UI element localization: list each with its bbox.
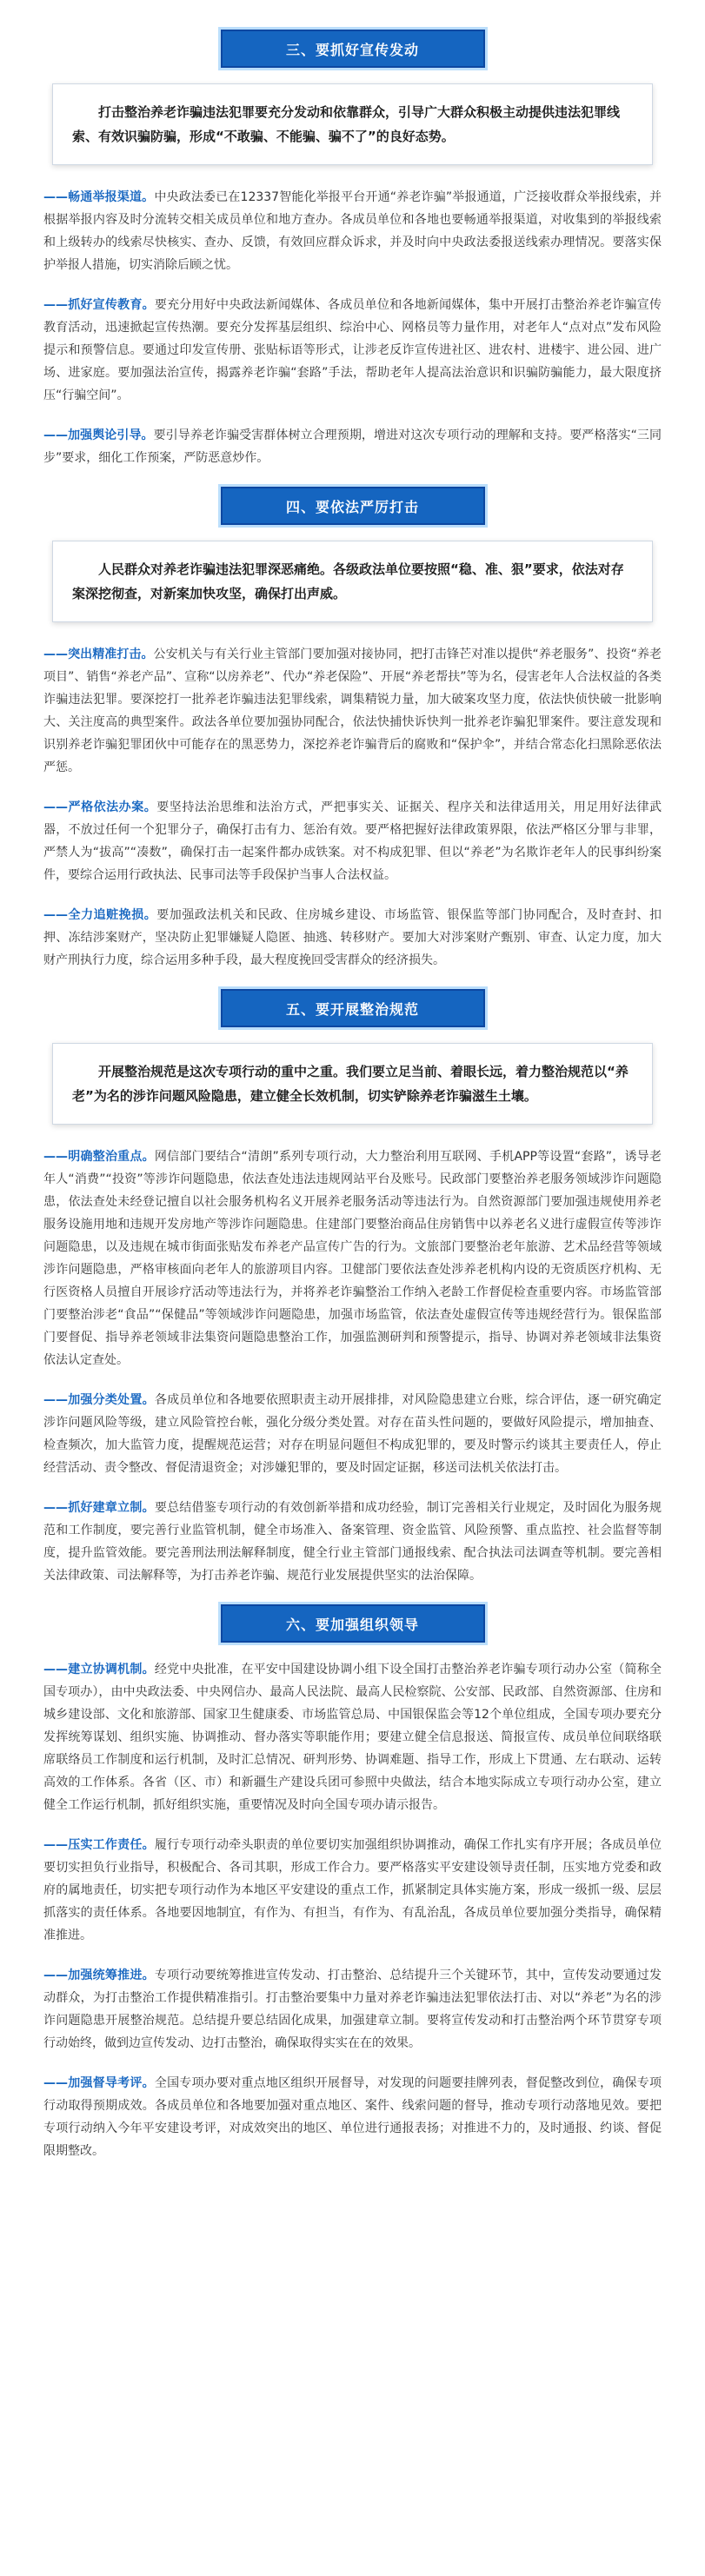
item-title: 加强舆论引导。 xyxy=(68,428,154,442)
item-dash: —— xyxy=(43,2076,68,2090)
section-item xyxy=(43,1834,662,1947)
section-item xyxy=(43,643,662,779)
item-dash: —— xyxy=(43,428,68,442)
item-title: 压实工作责任。 xyxy=(68,1838,155,1852)
item-dash: —— xyxy=(43,1150,68,1164)
section-item xyxy=(43,424,662,469)
item-text: 中央政法委已在12337智能化举报平台开通“养老诈骗”举报通道，广泛接收群众举报线索，并根据举报内容及时分流转交相关成员单位和地方查办。各成员单位和各地也要畅通举报渠道，对收集到的举报线索和上级转办的线索尽快核实、查办、反馈，有效回应群众诉求，并及时向中央政法委报送线索办理情况。要落实保护举报人措施，切实消除后顾之忧。 xyxy=(43,190,662,272)
item-text: 要引导养老诈骗受害群体树立合理预期，增进对这次专项行动的理解和支持。要严格落实“三同步”要求，细化工作预案，严防恶意炒作。 xyxy=(43,428,662,465)
item-text: 网信部门要结合“清朗”系列专项行动，大力整治利用互联网、手机APP等设置“套路”，诱导老年人“消费”“投资”等涉诈问题隐患，依法查处违法违规网站平台及账号。民政部门要整治养老服务领域涉诈问题隐患，依法查处未经登记擅自以社会服务机构名义开展养老服务活动等违法行为。自然资源部门要加强违规使用养老服务设施用地和违规开发房地产等涉诈问题隐患。住建部门要整治商品住房销售中以养老名义进行虚假宣传等涉诈问题隐患，以及违规在城市街面张贴发布养老产品宣传广告的行为。文旅部门要整治老年旅游、艺术品经营等领域涉诈问题隐患，严格审核面向老年人的旅游项目内容。卫健部门要依法查处涉养老机构内设的无资质医疗机构、无行医资格人员擅自开展诊疗活动等违法行为，并将养老诈骗整治工作纳入老龄工作督促检查重要内容。市场监管部门要整治涉老“食品”“保健品”等领域涉诈问题隐患，加强市场监管，依法查处虚假宣传等违规经营行为。银保监部门要督促、指导养老领域非法集资问题隐患整治工作，加强监测研判和预警提示，指导、协调对养老领域非法集资依法认定查处。 xyxy=(43,1150,662,1367)
section-item xyxy=(43,1389,662,1479)
item-dash: —— xyxy=(43,800,68,814)
item-title: 畅通举报渠道。 xyxy=(68,190,155,204)
item-title: 严格依法办案。 xyxy=(68,800,157,814)
item-text: 履行专项行动牵头职责的单位要切实加强组织协调推动，确保工作扎实有序开展；各成员单位要切实担负行业指导，积极配合、各司其职，形成工作合力。要严格落实平安建设领导责任制，压实地方党委和政府的属地责任，切实把专项行动作为本地区平安建设的重点工作，抓紧制定具体实施方案，形成一级抓一级、层层抓落实的责任体系。各地要因地制宜，有作为、有担当，有作为、有乱治乱，各成员单位要加强分类指导，确保精准推进。 xyxy=(43,1838,662,1942)
item-dash: —— xyxy=(43,908,68,922)
item-text: 专项行动要统筹推进宣传发动、打击整治、总结提升三个关键环节，其中，宣传发动要通过发动群众，为打击整治工作提供精准指引。打击整治要集中力量对养老诈骗违法犯罪依法打击、对以“养老”为名的涉诈问题隐患开展整治规范。总结提升要总结固化成果，加强建章立制。要将宣传发动和打击整治两个环节贯穿专项行动始终，做到边宣传发动、边打击整治，确保取得实实在在的效果。 xyxy=(43,1969,662,2050)
section-lead: 打击整治养老诈骗违法犯罪要充分发动和依靠群众，引导广大群众积极主动提供违法犯罪线索、有效识骗防骗，形成“不敢骗、不能骗、骗不了”的良好态势。 xyxy=(52,83,653,165)
section-item xyxy=(43,186,662,276)
item-text: 公安机关与有关行业主管部门要加强对接协同，把打击锋芒对准以提供“养老服务”、投资“养老项目”、销售“养老产品”、宣称“以房养老”、代办“养老保险”、开展“养老帮扶”等为名，侵害老年人合法权益的各类诈骗违法犯罪。要深挖打一批养老诈骗违法犯罪线索，调集精锐力量，加大破案攻坚力度，依法快侦快破一批影响大、关注度高的典型案件。政法各单位要加强协同配合，依法快捕快诉快判一批养老诈骗犯罪案件。要注意发现和识别养老诈骗犯罪团伙中可能存在的黑恶势力，深挖养老诈骗背后的腐败和“保护伞”，并结合常态化扫黑除恶依法严惩。 xyxy=(43,647,662,774)
item-text: 要总结借鉴专项行动的有效创新举措和成功经验，制订完善相关行业规定，及时固化为服务规范和工作制度，要完善行业监管机制，健全市场准入、备案管理、资金监管、风险预警、重点监控、社会监督等制度，提升监管效能。要完善刑法刑法解释制度，健全行业主管部门通报线索、配合执法司法调查等机制。要完善相关法律政策、司法解释等，为打击养老诈骗、规范行业发展提供坚实的法治保障。 xyxy=(43,1501,662,1583)
item-dash: —— xyxy=(43,1501,68,1515)
section-item xyxy=(43,1497,662,1587)
section-lead: 人民群众对养老诈骗违法犯罪深恶痛绝。各级政法单位要按照“稳、准、狠”要求，依法对存案深挖彻查，对新案加快攻坚，确保打出声威。 xyxy=(52,541,653,622)
section-heading: 三、要抓好宣传发动 xyxy=(221,30,485,68)
section-heading-wrap xyxy=(0,1604,705,1643)
item-dash: —— xyxy=(43,1969,68,1982)
item-title: 加强分类处置。 xyxy=(68,1393,155,1407)
item-dash: —— xyxy=(43,298,68,312)
item-text: 全国专项办要对重点地区组织开展督导，对发现的问题要挂牌列表，督促整改到位，确保专项行动取得预期成效。各成员单位和各地要加强对重点地区、案件、线索问题的督导，推动专项行动落地见效。要把专项行动纳入今年平安建设考评，对成效突出的地区、单位进行通报表扬；对推进不力的，及时通报、约谈、督促限期整改。 xyxy=(43,2076,662,2158)
section-item xyxy=(43,796,662,886)
item-text: 经党中央批准，在平安中国建设协调小组下设全国打击整治养老诈骗专项行动办公室（简称全国专项办），由中央政法委、中央网信办、最高人民法院、最高人民检察院、公安部、民政部、自然资源部、住房和城乡建设部、文化和旅游部、国家卫生健康委、市场监管总局、中国银保监会等12个单位组成，全国专项办要充分发挥统筹谋划、组织实施、协调推动、督办落实等职能作用；要建立健全信息报送、简报宣传、成员单位间联络联席联络员工作制度和运行机制，及时汇总情况、研判形势、协调难题、指导工作，形成上下贯通、左右联动、运转高效的工作体系。各省（区、市）和新疆生产建设兵团可参照中央做法，结合本地实际成立专项行动办公室，建立健全工作运行机制，抓好组织实施，重要情况及时向全国专项办请示报告。 xyxy=(43,1663,662,1812)
section-heading: 四、要依法严厉打击 xyxy=(221,487,485,525)
item-dash: —— xyxy=(43,1393,68,1407)
item-title: 明确整治重点。 xyxy=(68,1150,155,1164)
item-text: 要充分用好中央政法新闻媒体、各成员单位和各地新闻媒体，集中开展打击整治养老诈骗宣传教育活动，迅速掀起宣传热潮。要充分发挥基层组织、综治中心、网格员等力量作用，对老年人“点对点”发布风险提示和预警信息。要通过印发宣传册、张贴标语等形式，让涉老反诈宣传进社区、进农村、进楼宇、进公园、进广场、进家庭。要加强法治宣传，揭露养老诈骗“套路”手法，帮助老年人提高法治意识和识骗防骗能力，最大限度挤压“行骗空间”。 xyxy=(43,298,662,402)
section-heading: 六、要加强组织领导 xyxy=(221,1604,485,1643)
section-item xyxy=(43,2072,662,2162)
section-heading-wrap xyxy=(0,487,705,525)
item-text: 要坚持法治思维和法治方式，严把事实关、证据关、程序关和法律适用关，用足用好法律武器，不放过任何一个犯罪分子，确保打击有力、惩治有效。要严格把握好法律政策界限，依法严格区分罪与非罪，严禁人为“拔高”“凑数”，确保打击一起案件都办成铁案。对不构成犯罪、但以“养老”为名欺诈老年人的民事纠纷案件，要综合运用行政执法、民事司法等手段保护当事人合法权益。 xyxy=(43,800,662,882)
item-dash: —— xyxy=(43,190,68,204)
section-heading-wrap xyxy=(0,30,705,68)
item-title: 加强督导考评。 xyxy=(68,2076,155,2090)
section-item xyxy=(43,294,662,407)
item-text: 要加强政法机关和民政、住房城乡建设、市场监管、银保监等部门协同配合，及时查封、扣押、冻结涉案财产，坚决防止犯罪嫌疑人隐匿、抽逃、转移财产。要加大对涉案财产甄别、审查、认定力度，加大财产刑执行力度，综合运用多种手段，最大程度挽回受害群众的经济损失。 xyxy=(43,908,662,967)
item-dash: —— xyxy=(43,647,68,661)
item-title: 加强统筹推进。 xyxy=(68,1969,155,1982)
section-item xyxy=(43,904,662,972)
section-item xyxy=(43,1658,662,1816)
section-lead: 开展整治规范是这次专项行动的重中之重。我们要立足当前、着眼长远，着力整治规范以“养老”为名的涉诈问题风险隐患，建立健全长效机制，切实铲除养老诈骗滋生土壤。 xyxy=(52,1043,653,1125)
item-title: 抓好宣传教育。 xyxy=(68,298,155,312)
section-item xyxy=(43,1145,662,1371)
section-heading: 五、要开展整治规范 xyxy=(221,989,485,1027)
item-title: 突出精准打击。 xyxy=(68,647,154,661)
item-title: 建立协调机制。 xyxy=(68,1663,155,1676)
item-dash: —— xyxy=(43,1838,68,1852)
item-dash: —— xyxy=(43,1663,68,1676)
section-item xyxy=(43,1964,662,2055)
section-heading-wrap xyxy=(0,989,705,1027)
item-title: 抓好建章立制。 xyxy=(68,1501,155,1515)
item-text: 各成员单位和各地要依照职责主动开展排排，对风险隐患建立台账，综合评估，逐一研究确定涉诈问题风险等级，建立风险管控台帐，强化分级分类处置。对存在苗头性问题的，要做好风险提示，增加抽查、检查频次，加大监管力度，提醒规范运营；对存在明显问题但不构成犯罪的，要及时警示约谈其主要责任人，停止经营活动、责令整改、督促清退资金；对涉嫌犯罪的，要及时固定证据，移送司法机关依法打击。 xyxy=(43,1393,662,1475)
item-title: 全力追赃挽损。 xyxy=(68,908,157,922)
